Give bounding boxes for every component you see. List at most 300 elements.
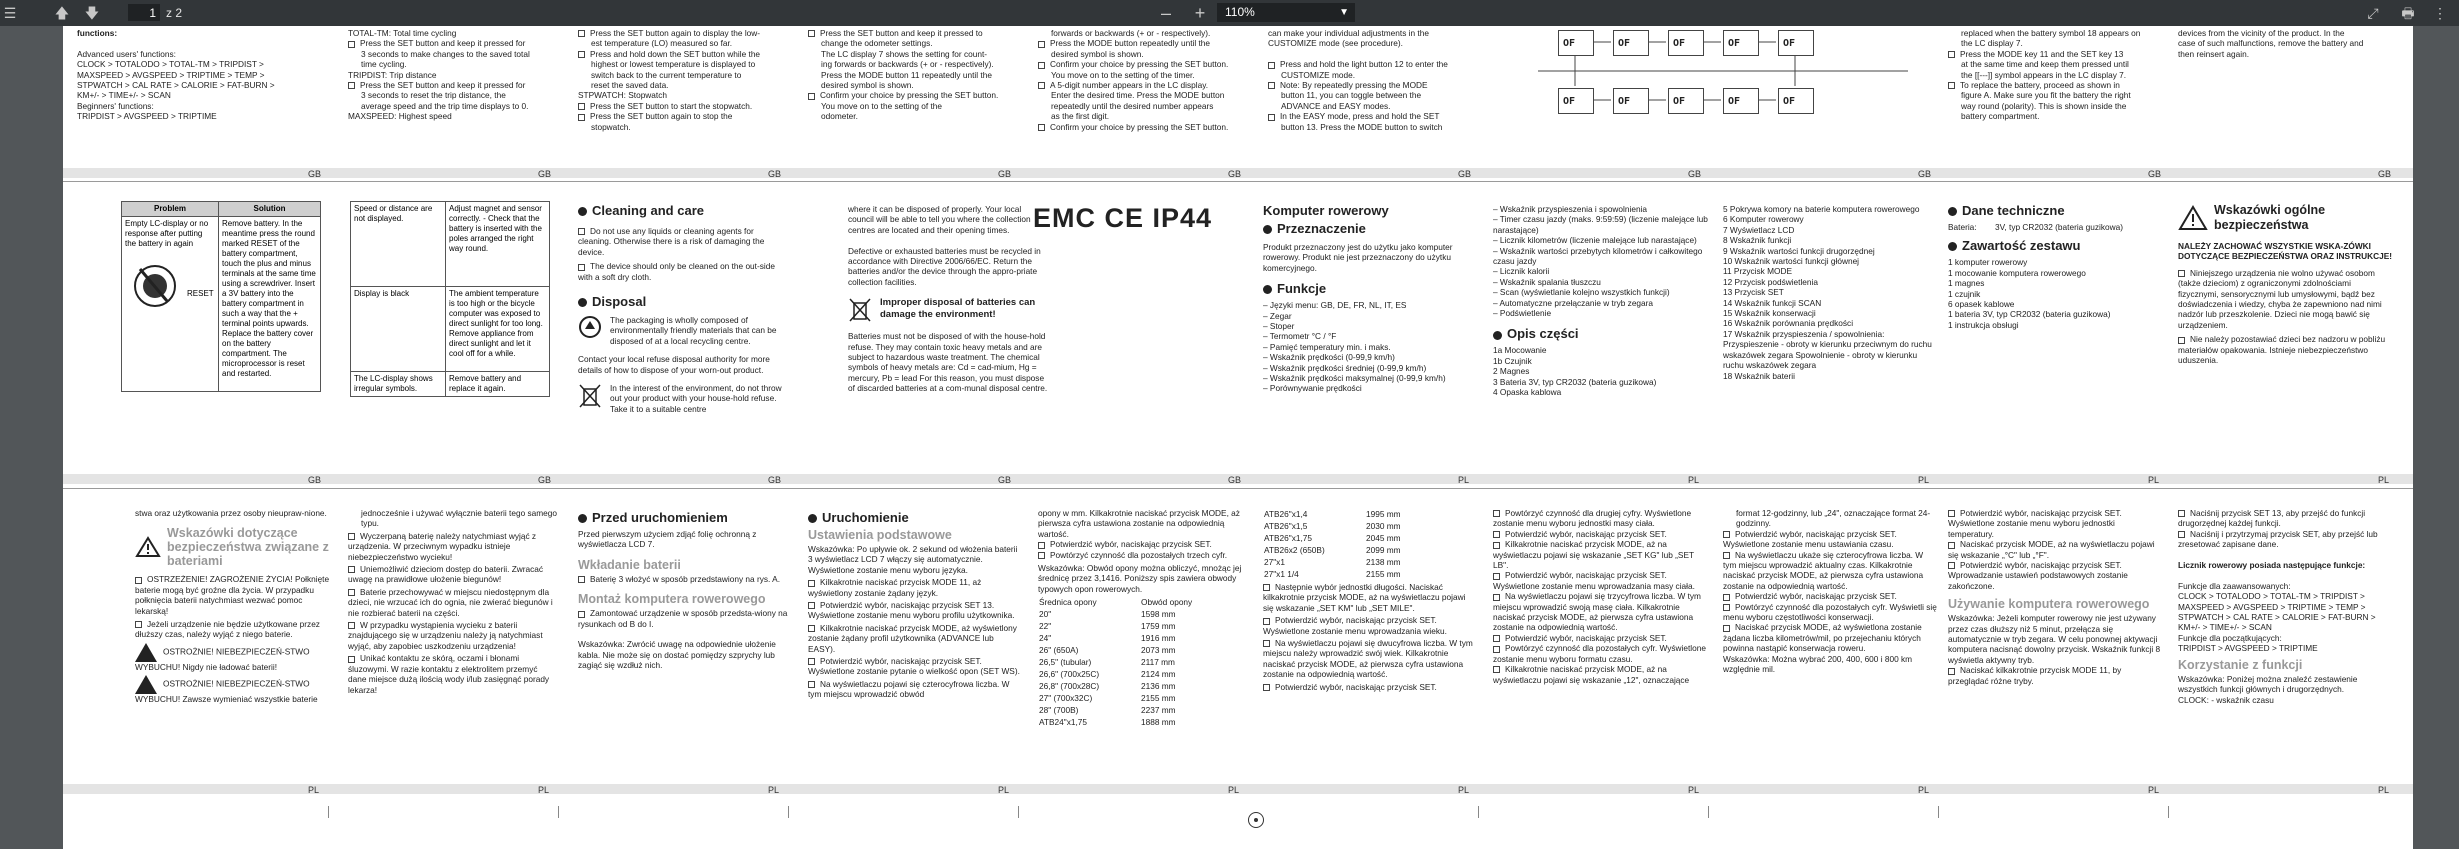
r3-c8-text: Naciskać przycisk MODE, aż wyświetlona zostanie żądana liczba kilometrów/mil, po przejechaniu których powinna nastąpić konserwacja roweru.	[1723, 622, 1922, 654]
r1-col8	[1948, 28, 2163, 178]
table-cell: The LC-display shows irregular symbols.	[351, 372, 446, 397]
sidebar-toggle-icon[interactable]: ☰	[3, 5, 17, 21]
r1-c2-l0: TOTAL-TM: Total time cycling	[348, 28, 457, 38]
checkbox-icon	[348, 566, 355, 573]
r3-c8-item	[1723, 591, 1938, 601]
checkbox-icon	[578, 51, 585, 58]
r2-c6-item: – Wskaźnik wartości przebytych kilometrów i całkowitego czasu jazdy	[1493, 245, 1703, 267]
bullet-icon	[1948, 207, 1957, 216]
uruchomienie-text: Kilkakrotnie naciskać przycisk MODE 11, aż wyświetlony zostanie żądany język.	[808, 577, 982, 598]
r3-c1-text: OSTROŻNIE! NIEBEZPIECZEŃ-STWO WYBUCHU! Nigdy nie ładować baterii!	[135, 646, 310, 672]
r1-c1-l2: Advanced users' functions:	[77, 48, 176, 59]
cleaning-text: The device should only be cleaned on the out-side with a soft dry cloth.	[578, 261, 775, 282]
montaz-title: Montaż komputera rowerowego	[578, 592, 766, 607]
footer-gb: GB	[538, 475, 552, 485]
checkbox-icon	[1263, 640, 1270, 647]
page-divider	[63, 488, 2413, 489]
checkbox-icon	[1038, 82, 1045, 89]
r2-c6-item: – Licznik kalorii	[1493, 266, 1550, 277]
r1-c3-l0	[578, 28, 788, 38]
footer-gb: GB	[308, 475, 322, 485]
part-item: 15 Wskaźnik konserwacji	[1723, 308, 1816, 319]
table-row	[1038, 680, 1193, 692]
r1-c3-l8	[578, 111, 788, 121]
checkbox-icon	[2178, 337, 2185, 344]
checkbox-icon	[578, 103, 585, 110]
r1-c4-l0	[808, 28, 1018, 38]
tyre-circ: 2138 mm	[1366, 557, 1401, 567]
table-head-solution: Solution	[219, 202, 321, 217]
r1-c4-l3: ing forwards or backwards (+ or - respectively).	[821, 59, 994, 70]
r3-c1-item	[135, 675, 330, 704]
table-row	[1038, 716, 1193, 728]
r3-c7-item	[1493, 570, 1708, 591]
checkbox-icon	[1493, 510, 1500, 517]
emc-ce-ip44-mark: EMC CE IP44	[1033, 203, 1213, 233]
r3-col3	[578, 508, 793, 808]
r3-col1	[135, 508, 330, 808]
zawartosc-item: 1 magnes	[1948, 278, 1985, 289]
footer-pl: PL	[2148, 475, 2160, 485]
r3-c2-text: Wyczerpaną baterię należy natychmiast wyjąć z urządzenia. W przeciwnym wypadku istnieje niebezpieczeństwo wycieku!	[348, 530, 537, 562]
uruchomienie-item	[808, 656, 1023, 677]
checkbox-icon	[578, 228, 585, 235]
r2-col6	[1263, 201, 1478, 501]
funkcje-item: – Stoper	[1263, 321, 1295, 332]
document-page	[63, 26, 2413, 849]
footer-gb: GB	[2148, 169, 2162, 179]
przeznaczenie-heading	[1263, 221, 1478, 236]
r1-c3-l5: reset the saved data.	[591, 80, 669, 91]
r1-c3-l6: STPWATCH: Stopwatch	[578, 90, 667, 101]
r1-c6-l4: CUSTOMIZE mode.	[1281, 69, 1356, 80]
r3-c7-text: Potwierdzić wybór, naciskając przycisk SET.	[1505, 528, 1667, 539]
r3-c6-text: Następnie wybór jednostki długości. Naciskać kilkakrotnie przycisk MODE, aż na wyświetlaczu pojawi się wskazanie „SET KM" lub „SET MILE".	[1263, 582, 1466, 613]
tyre-circ: 2237 mm	[1141, 705, 1176, 716]
checkbox-icon	[1268, 82, 1275, 89]
table-row	[1263, 544, 1402, 556]
disposal-item	[578, 315, 788, 346]
r1-c5-t5: A 5-digit number appears in the LC display.	[1050, 80, 1209, 91]
zawartosc-heading	[1948, 238, 2163, 253]
bullet-icon	[1948, 242, 1957, 251]
r1-col4	[808, 28, 1018, 178]
footer-pl: PL	[538, 785, 550, 795]
r1-c8-l3: at the same time and keep them pressed until	[1961, 59, 2129, 70]
warning-triangle-icon	[135, 675, 157, 694]
r2-col4	[848, 204, 1048, 504]
r1-c8-l5	[1948, 80, 2163, 90]
r1-c1-l3: CLOCK > TOTALODO > TOTAL-TM > TRIPDIST >	[77, 59, 264, 70]
r3-col8	[1723, 508, 1938, 808]
footer-gb: GB	[1918, 169, 1932, 179]
r3-col5	[1038, 508, 1253, 808]
r1-c6-l5	[1268, 80, 1483, 90]
tyre-circ: 1598 mm	[1141, 609, 1176, 620]
checkbox-icon	[1268, 114, 1275, 121]
bullet-icon	[578, 514, 587, 523]
pdf-toolbar	[0, 0, 2459, 26]
footer-pl: PL	[1918, 475, 1930, 485]
r1-c5-l9	[1038, 122, 1248, 132]
checkbox-icon	[1038, 552, 1045, 559]
tyre-size: ATB26"x1,5	[1264, 521, 1308, 531]
r3-c8-p0: format 12-godzinny, lub „24", oznaczające format 24-godzinny.	[1736, 508, 1931, 529]
funkcje-text: Wskaźnik prędkości (0-99,9 km/h)	[1269, 352, 1395, 363]
r3-c7-item	[1493, 664, 1708, 685]
r3-c7-item	[1493, 508, 1708, 529]
r1-c8-l0: replaced when the battery symbol 18 appears on	[1961, 28, 2141, 38]
dane-label: Bateria:	[1948, 222, 1977, 232]
funkcje-item: – Zegar	[1263, 310, 1292, 321]
r1-c5-l5	[1038, 80, 1248, 90]
troubleshooting-table-2	[350, 201, 550, 397]
r3-c2-item	[348, 653, 558, 695]
checkbox-icon	[348, 533, 355, 540]
r3-c8-text: Potwierdzić wybór, naciskając przycisk SET.	[1735, 591, 1897, 602]
battery-safety-title: Wskazówki dotyczące bezpieczeństwa związane z bateriami	[167, 526, 329, 569]
checkbox-icon	[808, 658, 815, 665]
r3-c10-p: TRIPDIST > AVGSPEED > TRIPTIME	[2178, 643, 2318, 654]
r1-c3-t8: Press the SET button again to stop the	[590, 111, 733, 122]
crop-mark	[2168, 806, 2169, 818]
table-row	[1038, 656, 1193, 668]
safety-item	[2178, 268, 2393, 330]
tyre-circ: 2124 mm	[1141, 669, 1176, 680]
r3-c7-text: Kilkakrotnie naciskać przycisk MODE, aż na wyświetlaczu pojawi się wskazanie „SET KG" lub „SET LB".	[1493, 539, 1694, 571]
r3-c2-text: W przypadku wystąpienia wycieku z baterii znajdującego się w urządzeniu należy ją natychmiast wyjąć, aby zapobiec uszkodzeniu urządzenia!	[348, 620, 543, 651]
footer-pl: PL	[2148, 785, 2160, 795]
part-item: 8 Wskaźnik funkcji	[1723, 235, 1792, 246]
table-row	[1038, 668, 1193, 680]
r3-c7-text: Na wyświetlaczu pojawi się trzycyfrowa liczba. W tym miejscu wprowadzić swoją masę ciała. Kilkakrotnie naciskać przycisk MODE, aż pierwsza cyfra ustawiona zostanie na odpowiednią wartość.	[1493, 591, 1701, 633]
r3-c2-item	[348, 531, 558, 562]
footer-pl: PL	[2378, 785, 2390, 795]
checkbox-icon	[808, 580, 815, 587]
r1-c2-l1	[348, 38, 558, 48]
disposal-heading	[578, 294, 788, 309]
tyre-circ: 2073 mm	[1141, 645, 1176, 656]
checkbox-icon	[1038, 62, 1045, 69]
cleaning-item	[578, 261, 788, 282]
opis-item: 1a Mocowanie	[1493, 345, 1547, 356]
r3-c2-item	[348, 587, 558, 618]
checkbox-icon	[578, 576, 585, 583]
warning-triangle-icon	[135, 643, 157, 662]
r3-c7-item	[1493, 633, 1708, 643]
r3-c2-item	[348, 564, 558, 585]
lcd-text: OF	[1783, 38, 1796, 49]
tyre-size: 26" (650A)	[1039, 645, 1079, 656]
table-row	[1263, 520, 1402, 532]
r3-c9-item	[1948, 539, 2163, 560]
checkbox-icon	[1723, 625, 1730, 632]
r1-c5-l8: as the first digit.	[1051, 111, 1110, 122]
funkcje-text: Języki menu: GB, DE, FR, NL, IT, ES	[1269, 300, 1407, 311]
warning-triangle-icon	[135, 536, 161, 558]
fit-page-icon[interactable]: ⤢	[2367, 5, 2379, 21]
footer-gb: GB	[1688, 169, 1702, 179]
uzywanie-heading	[1948, 597, 2163, 611]
r3-c9-item	[1948, 508, 2163, 539]
footer-gb: GB	[768, 169, 782, 179]
r1-c5-l4: You move on to the setting of the timer.	[1051, 69, 1195, 80]
uruchomienie-item	[808, 577, 1023, 598]
checkbox-icon	[808, 30, 815, 37]
r1-c8-l8: battery compartment.	[1961, 111, 2040, 122]
safety-intro: NALEŻY ZACHOWAĆ WSZYSTKIE WSKA-ZÓWKI DOTYCZĄCE BEZPIECZEŃSTWA ORAZ INSTRUKCJE!	[2178, 241, 2393, 262]
opis-title: Opis części	[1507, 326, 1579, 342]
r1-c3-l9: stopwatch.	[591, 121, 631, 132]
part-item: 13 Przycisk SET	[1723, 287, 1784, 298]
print-icon[interactable]: 🖶	[2401, 5, 2415, 21]
r1-c4-l5: desired symbol is shown.	[821, 80, 914, 91]
r3-c6-text: Potwierdzić wybór, naciskając przycisk SET.	[1275, 681, 1437, 692]
tyre-circ: 2136 mm	[1141, 681, 1176, 692]
funkcje-text: Termometr °C / °F	[1269, 331, 1337, 342]
zoom-in-button[interactable]: +	[1194, 3, 1206, 23]
checkbox-icon	[1038, 41, 1045, 48]
problem-text: Empty LC-display or no response after putting the battery in again	[125, 219, 209, 248]
table-row	[1263, 556, 1402, 568]
table-cell: Remove battery. In the meantime press the round marked RESET of the battery compartment, touch the plus and minus terminals at the same time using a screwdriver. Insert a 3V battery into the battery compartment in such a way that the + terminal points upwards. Replace the battery cover on the battery compartment. The microprocessor is reset and restarted.	[219, 217, 321, 392]
tyre-size: 27" (700x32C)	[1039, 693, 1093, 704]
lcd-arrows-icon	[1508, 26, 1948, 126]
r1-c8-t5: To replace the battery, proceed as shown in	[1960, 80, 2120, 91]
tyre-size: 22"	[1039, 621, 1052, 632]
crossed-bin-icon	[848, 297, 872, 323]
r3-c8-item	[1723, 622, 1938, 653]
r1-c2-l5	[348, 80, 558, 90]
checkbox-icon	[1263, 618, 1270, 625]
part-item: 16 Wskaźnik porównania prędkości	[1723, 318, 1854, 329]
przed-text: Przed pierwszym użyciem zdjąć folię ochronną z wyświetlacza LCD 7.	[578, 529, 757, 550]
r3-c2-text: Unikać kontaktu ze skórą, oczami i błonami śluzowymi. W razie kontaktu z elektrolitem przemyć dane miejsce dużą ilością wody i/lub zasięgnąć porady lekarza!	[348, 653, 550, 695]
tyre-circ: 2099 mm	[1366, 545, 1401, 555]
uruchomienie-text: Kilkakrotnie naciskać przycisk MODE, aż wyświetlony zostanie żądany profil użytkownika (ADVANCE lub EASY).	[808, 622, 1017, 654]
footer-gb: GB	[2378, 169, 2392, 179]
r3-c2-text: Baterie przechowywać w miejscu niedostępnym dla dzieci, nie wrzucać ich do ognia, nie zwierać biegunów i nie rozbierać baterii na części.	[348, 586, 553, 618]
r1-c5-l7: repeatedly until the desired number appears	[1051, 100, 1214, 111]
checkbox-icon	[1723, 594, 1730, 601]
r3-c2-text: Uniemożliwić dzieciom dostęp do baterii. Zwracać uwagę na prawidłowe ułożenie biegunów!	[348, 564, 544, 585]
checkbox-icon	[135, 577, 142, 584]
r1-c5-t1: Press the MODE button repeatedly until the	[1050, 38, 1211, 49]
r2-c6-item: – Automatyczne przełączanie w tryb zegara	[1493, 297, 1654, 308]
ustawienia-heading	[808, 528, 1023, 542]
safety-text: Nie należy pozostawiać dzieci bez nadzoru w pobliżu materiałów opakowania. Istnieje niebezpieczeństwo uduszenia.	[2178, 334, 2386, 366]
battery-safety-heading	[135, 526, 330, 568]
more-actions-icon[interactable]: ⋮	[2433, 5, 2447, 21]
zawartosc-item: 1 komputer rowerowy	[1948, 257, 2028, 268]
dane-value: 3V, typ CR2032 (bateria guzikowa)	[1995, 222, 2123, 232]
r1-c3-l3: highest or lowest temperature is displayed to	[591, 59, 756, 70]
r3-c9-text: Potwierdzić wybór, naciskając przycisk SET. Wyświetlone zostanie menu wyboru jednostki temperatury.	[1948, 508, 2122, 539]
checkbox-icon	[1038, 542, 1045, 549]
opis-item: 3 Bateria 3V, typ CR2032 (bateria guzikowa)	[1493, 376, 1657, 387]
lcd-text: OF	[1563, 38, 1576, 49]
r1-c8-l4: the [[---]] symbol appears in the LC display 7.	[1961, 69, 2127, 80]
r1-c6-l7: ADVANCE and EASY modes.	[1281, 100, 1391, 111]
lcd-diagram	[1508, 26, 1948, 126]
r2-c6-item: – Licznik kilometrów (liczenie malejące lub narastające)	[1493, 235, 1697, 246]
r1-c1-l0: functions:	[77, 28, 118, 38]
r1-col6	[1268, 28, 1483, 178]
warning-triangle-icon	[2178, 205, 2208, 231]
table-row	[1038, 620, 1193, 632]
table-cell: Remove battery and replace it again.	[446, 372, 550, 397]
zawartosc-item: 1 instrukcja obsługi	[1948, 319, 2019, 330]
przeznaczenie-title: Przeznaczenie	[1277, 221, 1366, 236]
r1-c8-l7: way round (polarity). This is shown inside the	[1961, 100, 2127, 111]
r2-c4-p2: Defective or exhausted batteries must be recycled in accordance with Directive 2006/66/EC. Return the batteries and/or the device through the appro-priate collection facilities.	[848, 245, 1041, 287]
bullet-icon	[808, 514, 817, 523]
disposal-text: Contact your local refuse disposal authority for more details of how to dispose of your worn-out product.	[578, 354, 770, 375]
zawartosc-item: 1 czujnik	[1948, 288, 1981, 299]
part-item: 17 Wskaźnik przyspieszenia / spowolnienia: Przyspieszenie - obroty w kierunku przeciwnym do ruchu wskazówek zegara Spowolnienie - obroty w kierunku ruchu wskazówek zegara	[1723, 328, 1932, 371]
part-item: 9 Wskaźnik wartości funkcji drugorzędnej	[1723, 245, 1875, 256]
uzywanie-note: Wskazówka: Jeżeli komputer rowerowy nie jest używany przez czas dłuższy niż 5 minut, przełącza się automatycznie w tryb zegara. W celu ponownej aktywacji komputera nacisnąć dowolny przycisk. Wskaźnik funkcji 8 wyświetla aktywny tryb.	[1948, 613, 2161, 665]
table-row	[1038, 704, 1193, 716]
part-item: 18 Wskaźnik baterii	[1723, 370, 1795, 381]
r3-c5-item	[1038, 550, 1253, 560]
r1-col5	[1038, 28, 1248, 178]
page-number-input[interactable]	[128, 4, 160, 21]
wkladanie-title: Wkładanie baterii	[578, 557, 681, 572]
zawartosc-item: 6 opasek kablowe	[1948, 299, 2015, 310]
r3-c1-text: OSTROŻNIE! NIEBEZPIECZEŃ-STWO WYBUCHU! Zawsze wymieniać wszystkie baterie	[135, 678, 318, 705]
table-row	[1263, 568, 1402, 580]
r2-c6-item: – Scan (wyświetlanie kolejno wszystkich funkcji)	[1493, 287, 1670, 298]
r1-c4-l1: change the odometer settings.	[821, 38, 933, 49]
crop-mark	[1708, 806, 1709, 818]
dane-heading	[1948, 203, 2163, 218]
r1-c5-l1	[1038, 38, 1248, 48]
checkbox-icon	[1723, 531, 1730, 538]
r1-c4-l2: The LC display 7 shows the setting for count-	[821, 48, 988, 59]
r3-c5-text: Potwierdzić wybór, naciskając przycisk SET.	[1050, 539, 1212, 550]
funkcje-item: – Termometr °C / °F	[1263, 331, 1337, 342]
table-cell: Display is black	[351, 287, 446, 372]
uruchomienie-note: Wskazówka: Po upływie ok. 2 sekund od włożenia baterii 3 wyświetlacz LCD 7 włączy się automatycznie. Wyświetlone zostanie menu wyboru języka.	[808, 544, 1018, 575]
r1-c6-t8: In the EASY mode, press and hold the SET	[1280, 111, 1440, 122]
r1-c6-l9: button 13. Press the MODE button to switch	[1281, 121, 1443, 132]
footer-pl: PL	[768, 785, 780, 795]
cleaning-item	[578, 226, 788, 257]
checkbox-icon	[1723, 604, 1730, 611]
korzystanie-heading	[2178, 658, 2393, 672]
tyre-circ: 2045 mm	[1366, 533, 1401, 543]
r3-c9-item	[1948, 560, 2163, 591]
r2-c4-p0: where it can be disposed of properly. Your local council will be able to tell you where the collection centres are located and their opening times.	[848, 204, 1031, 235]
r1-c3-l4: switch back to the current temperature to	[591, 69, 742, 80]
footer-pl: PL	[998, 785, 1010, 795]
r3-c6-item	[1263, 582, 1478, 613]
r1-c8-l6: figure A. Make sure you fit the battery the right	[1961, 90, 2131, 101]
footer-pl: PL	[1458, 475, 1470, 485]
footer-pl: PL	[2378, 475, 2390, 485]
checkbox-icon	[1493, 635, 1500, 642]
part-item: 10 Wskaźnik wartości funkcji głównej	[1723, 256, 1860, 267]
r1-c4-l6	[808, 90, 1018, 100]
page-divider	[63, 181, 2413, 182]
part-item: 14 Wskaźnik funkcji SCAN	[1723, 297, 1822, 308]
lcd-text: OF	[1673, 96, 1686, 107]
checkbox-icon	[348, 82, 355, 89]
r3-c8-item	[1723, 550, 1938, 592]
checkbox-icon	[808, 625, 815, 632]
r3-c7-text: Kilkakrotnie naciskać przycisk MODE, aż na wyświetlaczu pojawi się wskazanie „12", oznaczające	[1493, 664, 1690, 685]
part-item: 7 Wyświetlacz LCD	[1723, 224, 1795, 235]
crop-mark	[328, 806, 329, 818]
safety-item	[2178, 334, 2393, 365]
footer-pl: PL	[1228, 785, 1240, 795]
next-page-button[interactable]: 🡇	[84, 5, 100, 21]
r3-c6-item	[1263, 638, 1478, 680]
funkcje-item: – Pamięć temperatury min. i maks.	[1263, 341, 1391, 352]
wkladanie-heading	[578, 558, 793, 572]
r1-c1-l5: STPWATCH > CAL RATE > CALORIE > FAT-BURN >	[77, 80, 275, 91]
r3-c8-item	[1723, 529, 1938, 550]
r2-col10	[2178, 201, 2393, 501]
prev-page-button[interactable]: 🡅	[54, 5, 70, 21]
r1-col3	[578, 28, 788, 178]
tyre-circ: 2155 mm	[1366, 569, 1401, 579]
r3-c5-text: Powtórzyć czynność dla pozostałych trzech cyfr.	[1050, 549, 1228, 560]
r1-c4-l7: You move on to the setting of the	[821, 100, 943, 111]
r3-c7-text: Powtórzyć czynność dla pozostałych cyfr. Wyświetlone zostanie menu wyboru formatu czasu.	[1493, 643, 1706, 664]
zoom-out-button[interactable]: –	[1160, 3, 1171, 23]
crop-mark	[558, 806, 559, 818]
r3-c10-p: Funkcje dla zaawansowanych:	[2178, 580, 2291, 591]
checkbox-icon	[578, 30, 585, 37]
r1-c5-t3: Confirm your choice by pressing the SET button.	[1050, 59, 1229, 70]
recycle-icon	[578, 315, 602, 339]
tyre-size: 26,8" (700x28C)	[1039, 681, 1100, 692]
tyre-circ: 2117 mm	[1141, 657, 1175, 668]
r3-c10-text: Naciśnij i przytrzymaj przycisk SET, aby przejść lub zresetować zapisane dane.	[2178, 528, 2378, 550]
checkbox-icon	[1493, 542, 1500, 549]
funkcje-text: Porównywanie prędkości	[1269, 383, 1362, 394]
r3-c8-text: Potwierdzić wybór, naciskając przycisk SET. Wyświetlone zostanie menu ustawiania czasu.	[1723, 528, 1897, 550]
opis-heading	[1493, 326, 1708, 341]
r3-c8-text: Powtórzyć czynność dla pozostałych cyfr. Wyświetli się menu wyboru częstotliwości konserwacji.	[1723, 601, 1937, 623]
page-total: z 2	[166, 6, 183, 20]
checkbox-icon	[1263, 584, 1270, 591]
checkbox-icon	[808, 93, 815, 100]
korzystanie-note: Wskazówka: Poniżej można znaleźć zestawienie wszystkich funkcji głównych i drugorzędnych.	[2178, 673, 2358, 695]
r1-c5-t9: Confirm your choice by pressing the SET button.	[1050, 121, 1229, 132]
crop-mark	[1938, 806, 1939, 818]
wkladanie-text: Baterię 3 włożyć w sposób przedstawiony na rys. A.	[590, 573, 780, 584]
r3-c6-text: Na wyświetlaczu pojawi się dwucyfrowa liczba. W tym miejscu należy wprowadzić swój wiek. Kilkakrotnie naciskać przycisk MODE, aż pierwsza cyfra ustawiona zostanie na odpowiednią wartość.	[1263, 638, 1473, 680]
footer-pl: PL	[1918, 785, 1930, 795]
r1-c2-l7: average speed and the trip time displays to 0.	[361, 100, 529, 111]
zoom-select[interactable]	[1217, 3, 1355, 22]
table-row	[1038, 632, 1193, 644]
korzystanie-title: Korzystanie z funkcji	[2178, 657, 2303, 672]
funkcje-item: – Wskaźnik prędkości maksymalnej (0-99,9 km/h)	[1263, 373, 1446, 384]
checkbox-icon	[578, 114, 585, 121]
disposal-text: In the interest of the environment, do not throw out your product with your house-hold refuse. Take it to a suitable centre	[610, 383, 782, 414]
funkcje-item: – Wskaźnik prędkości średniej (0-99,9 km/h)	[1263, 362, 1427, 373]
r1-c3-l1: est temperature (LO) measured so far.	[591, 38, 733, 49]
r2-c6-text: Wskaźnik spalania tłuszczu	[1499, 276, 1601, 287]
r1-col2	[348, 28, 558, 178]
r1-c3-t2: Press and hold down the SET button while the	[590, 48, 761, 59]
footer-gb: GB	[998, 169, 1012, 179]
footer-pl: PL	[1688, 785, 1700, 795]
